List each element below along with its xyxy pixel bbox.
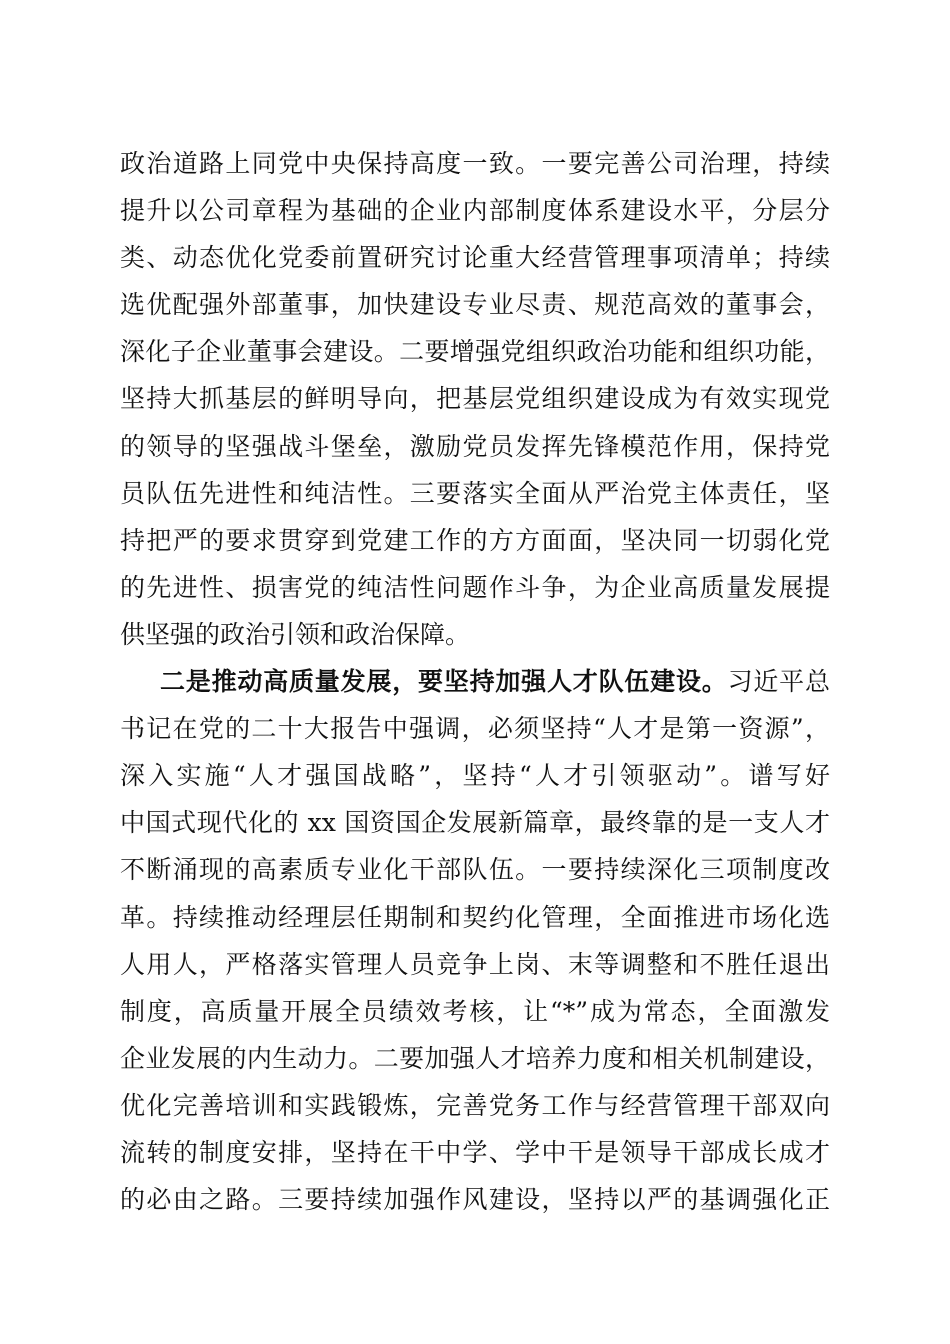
text-line: 供坚强的政治引领和政治保障。 — [120, 619, 471, 649]
text-line: 优化完善培训和实践锻炼，完善党务工作与经营管理干部双向 — [120, 1090, 830, 1120]
text-line: 书记在党的二十大报告中强调，必须坚持“人才是第一资源”， — [120, 714, 830, 744]
text-line: 的先进性、损害党的纯洁性问题作斗争，为企业高质量发展提 — [120, 572, 830, 602]
text-line: 类、动态优化党委前置研究讨论重大经营管理事项清单；持续 — [120, 243, 830, 273]
text-line: 选优配强外部董事，加快建设专业尽责、规范高效的董事会， — [120, 290, 830, 320]
text-line: 深入实施“人才强国战略”，坚持“人才引领驱动”。谱写好 — [120, 761, 830, 791]
text-line: 坚持大抓基层的鲜明导向，把基层党组织建设成为有效实现党 — [120, 384, 830, 414]
text-line: 制度，高质量开展全员绩效考核，让“*”成为常态，全面激发 — [120, 996, 830, 1026]
text-line: 人用人，严格落实管理人员竞争上岗、末等调整和不胜任退出 — [120, 949, 830, 979]
text-line: 的领导的坚强战斗堡垒，激励党员发挥先锋模范作用，保持党 — [120, 431, 830, 461]
text-line: 员队伍先进性和纯洁性。三要落实全面从严治党主体责任，坚 — [120, 478, 830, 508]
paragraph — [120, 140, 830, 658]
text-line: 深化子企业董事会建设。二要增强党组织政治功能和组织功能， — [120, 337, 830, 367]
text-run: 习近平总 — [727, 667, 830, 697]
text-line: 流转的制度安排，坚持在干中学、学中干是领导干部成长成才 — [120, 1137, 830, 1167]
paragraph — [120, 658, 830, 1223]
text-line: 中国式现代化的 xx 国资国企发展新篇章，最终靠的是一支人才 — [120, 808, 830, 838]
section-heading: 二是推动高质量发展，要坚持加强人才队伍建设。 — [160, 667, 728, 697]
text-line: 持把严的要求贯穿到党建工作的方方面面，坚决同一切弱化党 — [120, 525, 830, 555]
text-line: 革。持续推动经理层任期制和契约化管理，全面推进市场化选 — [120, 902, 830, 932]
text-line — [120, 658, 830, 705]
text-line: 企业发展的内生动力。二要加强人才培养力度和相关机制建设， — [120, 1043, 830, 1073]
text-line: 的必由之路。三要持续加强作风建设，坚持以严的基调强化正 — [120, 1185, 830, 1215]
text-line: 提升以公司章程为基础的企业内部制度体系建设水平，分层分 — [120, 196, 830, 226]
text-line: 不断涌现的高素质专业化干部队伍。一要持续深化三项制度改 — [120, 855, 830, 885]
text-line: 政治道路上同党中央保持高度一致。一要完善公司治理，持续 — [120, 149, 830, 178]
document-body — [120, 140, 830, 1223]
